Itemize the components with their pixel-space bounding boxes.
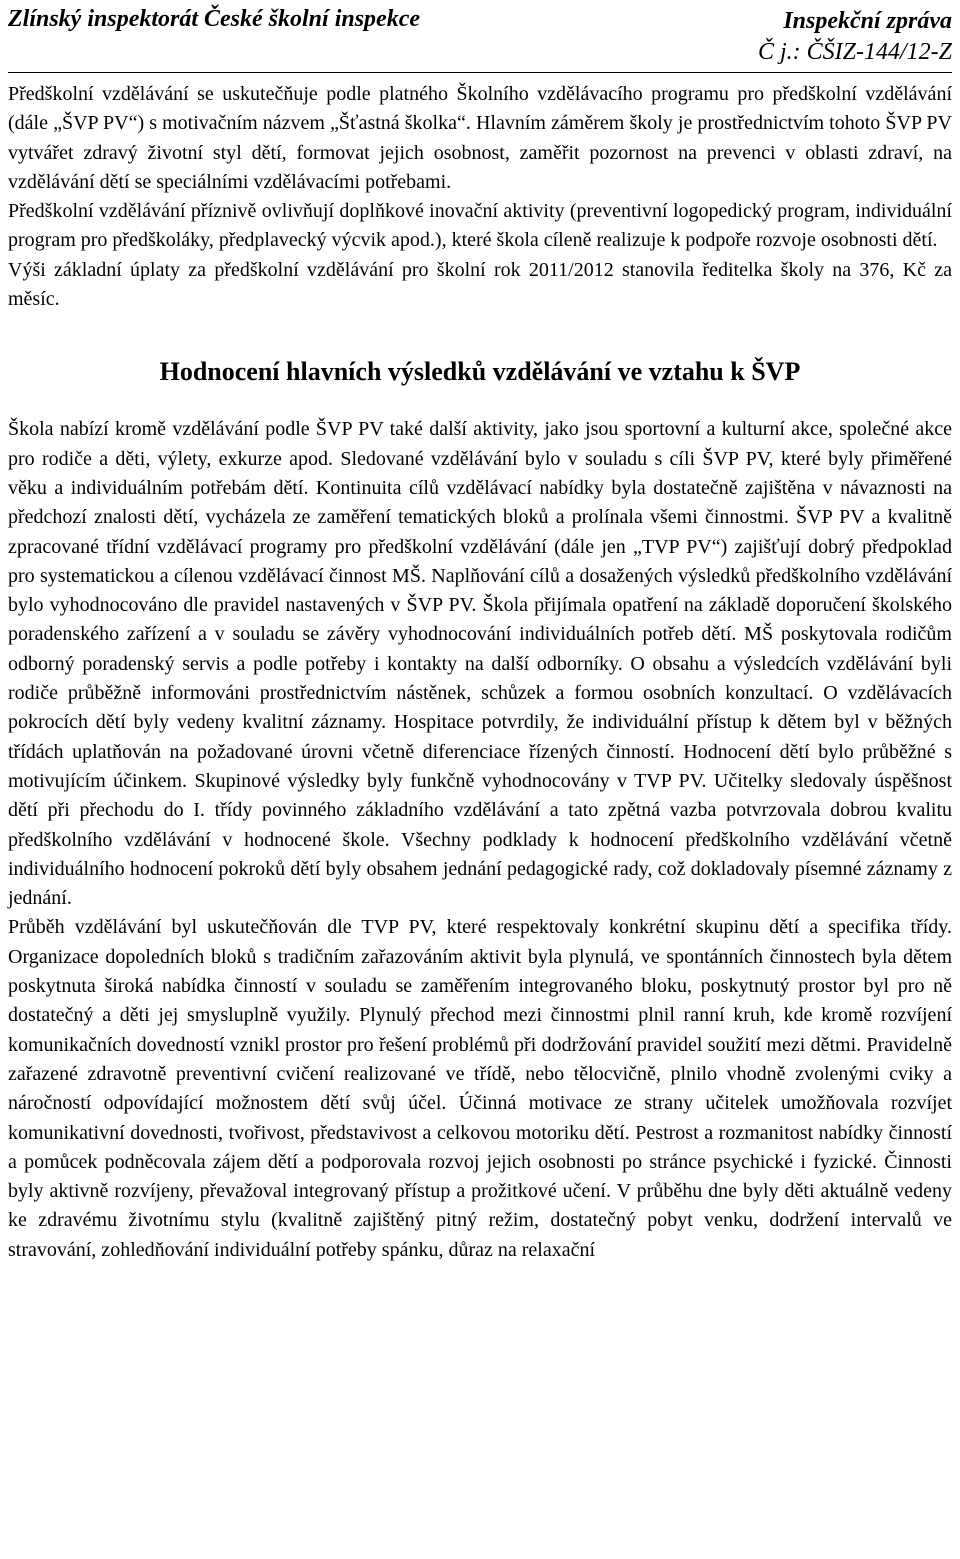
page-header xyxy=(8,2,952,73)
report-reference: Č j.: ČŠIZ-144/12-Z xyxy=(757,39,952,65)
inspectorate-name: Zlínský inspektorát České školní inspekce xyxy=(8,6,421,32)
paragraph: Průběh vzdělávání byl uskutečňován dle TVP PV, které respektovaly konkrétní skupinu dětí a specifika třídy. Organizace dopoledních bloků s tradičním zařazováním aktivit byla plynulá, ve spontánních činnostech byla dětem poskytnuta široká nabídka činností v souladu se zaměřením integrovaného bloku, poskytnutý prostor byl pro ně dostatečný a děti jej smysluplně využily. Plynulý přechod mezi činnostmi plnil ranní kruh, kde kromě rozvíjení komunikačních dovedností vznikl prostor pro řešení problémů při dodržování pravidel soužití mezi dětmi. Pravidelně zařazené zdravotně preventivní cvičení realizované ve třídě, nebo tělocvičně, plnilo vhodně zvolenými cviky a náročností odpovídající možnostem dětí svůj účel. Účinná motivace ze strany učitelek umožňovala rozvíjet komunikativní dovednosti, tvořivost, představivost a celkovou motoriku dětí. Pestrost a rozmanitost nabídky činností a pomůcek podněcovala zájem dětí a podporovala rozvoj jejich osobnosti po stránce psychické i fyzické. Činnosti byly aktivně rozvíjeny, převažoval integrovaný přístup a prožitkové učení. V průběhu dne byly děti aktuálně vedeny ke zdravému životnímu stylu (kvalitně zajištěný pitný režim, dostatečný pobyt venku, dodržení intervalů ve stravování, zohledňování individuální potřeby spánku, důraz na relaxační xyxy=(8,916,952,1261)
section-heading: Hodnocení hlavních výsledků vzdělávání ve vztahu k ŠVP xyxy=(159,357,801,387)
paragraph: Škola nabízí kromě vzdělávání podle ŠVP PV také další aktivity, jako jsou sportovní a kulturní akce, společné akce pro rodiče a děti, výlety, exkurze apod. Sledované vzdělávání bylo v souladu s cíli ŠVP PV, které byly přiměřené věku a individuálním potřebám dětí. Kontinuita cílů vzdělávací nabídky byla dostatečně zajištěna v návaznosti na předchozí znalosti dětí, vycházela ze zaměření tematických bloků a prolínala všemi činnostmi. ŠVP PV a kvalitně zpracované třídní vzdělávací programy pro předškolní vzdělávání (dále jen „TVP PV“) zajišťují dobrý předpoklad pro systematickou a cílenou vzdělávací činnost MŠ. Naplňování cílů a dosažených výsledků předškolního vzdělávání bylo vyhodnocováno dle pravidel nastavených v ŠVP PV. Škola přijímala opatření na základě doporučení školského poradenského zařízení a v souladu se závěry vyhodnocování individuálních potřeb dětí. MŠ poskytovala rodičům odborný poradenský servis a podle potřeby i kontakty na další odborníky. O obsahu a výsledcích vzdělávání byli rodiče průběžně informováni prostřednictvím nástěnek, schůzek a formou osobních konzultací. O vzdělávacích pokrocích dětí byly vedeny kvalitní záznamy. Hospitace potvrdily, že individuální přístup k dětem byl v běžných třídách uplatňován na požadované úrovni včetně diferenciace řízených činností. Hodnocení dětí bylo průběžné s motivujícím účinkem. Skupinové výsledky byly funkčně vyhodnocovány v TVP PV. Učitelky sledovaly úspěšnost dětí při přechodu do I. třídy povinného základního vzdělávání a tato zpětná vazba potvrzovala dobrou kvalitu předškolního vzdělávání v hodnocené škole. Všechny podklady k hodnocení předškolního vzdělávání včetně individuálního hodnocení pokroků dětí byly obsahem jednání pedagogické rady, což dokladovaly písemné záznamy z jednání. xyxy=(8,418,952,910)
document-body xyxy=(8,80,952,1265)
paragraph: Výši základní úplaty za předškolní vzdělávání pro školní rok 2011/2012 stanovila ředitelka školy na 376, Kč za měsíc. xyxy=(8,258,952,311)
report-info xyxy=(758,6,952,68)
paragraph: Předškolní vzdělávání se uskutečňuje podle platného Školního vzdělávacího programu pro předškolní vzdělávání (dále „ŠVP PV“) s motivačním názvem „Šťastná školka“. Hlavním záměrem školy je prostřednictvím tohoto ŠVP PV vytvářet zdravý životní styl dětí, formovat jejich osobnost, zaměřit pozornost na prevenci v oblasti zdraví, na vzdělávání dětí se speciálními vzdělávacími potřebami. xyxy=(8,83,952,193)
report-title: Inspekční zpráva xyxy=(783,8,952,34)
paragraph: Předškolní vzdělávání příznivě ovlivňují doplňkové inovační aktivity (preventivní logopedický program, individuální program pro předškoláky, předplavecký výcvik apod.), které škola cíleně realizuje k podpoře rozvoje osobnosti dětí. xyxy=(8,200,952,252)
